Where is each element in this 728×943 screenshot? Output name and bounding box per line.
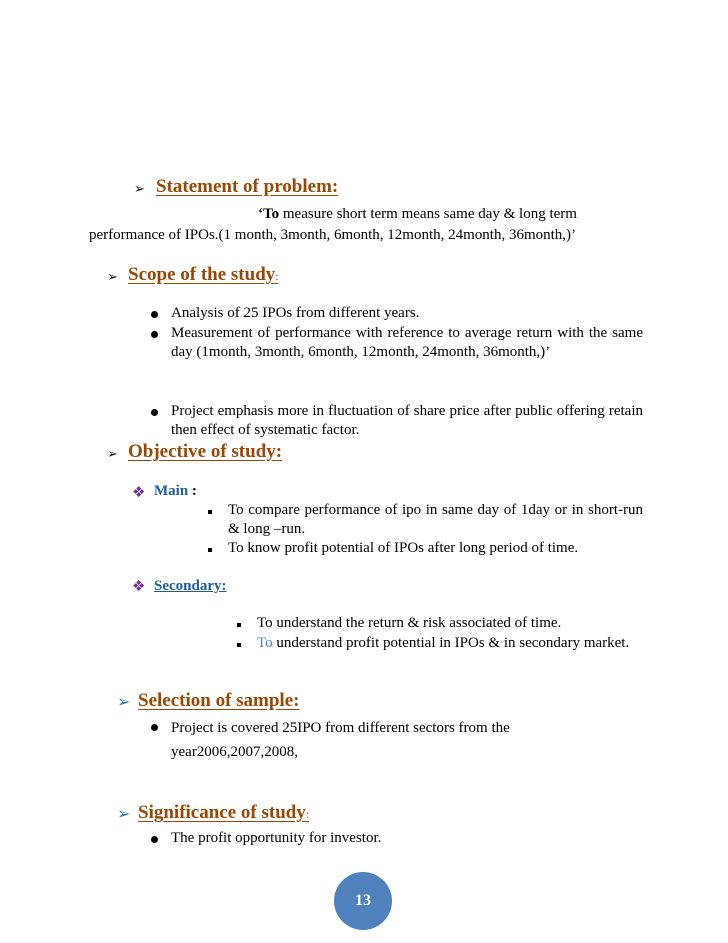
secondary-objective-item: To understand the return & risk associated of time. — [257, 615, 562, 631]
main-objective-item: To know profit potential of IPOs after long period of time. — [228, 540, 579, 556]
square-bullet-icon — [237, 623, 241, 627]
significance-item: The profit opportunity for investor. — [171, 830, 382, 846]
diamond-bullet-icon: ❖ — [132, 577, 146, 595]
statement-line-1: ‘To measure short term means same day & long term — [258, 206, 577, 222]
statement-line-2: performance of IPOs.(1 month, 3month, 6month, 12month, 24month, 36month,)’ — [89, 227, 577, 243]
bullet-dot-icon — [151, 724, 158, 731]
main-objective-item: To compare performance of ipo in same day of 1day or in short-run & long –run. — [228, 502, 643, 537]
arrow-bullet-icon: ➢ — [117, 804, 131, 823]
scope-item: Project emphasis more in fluctuation of share price after public offering retain then effect of systematic factor. — [171, 403, 643, 438]
main-label: Main : — [154, 483, 197, 499]
statement-heading: Statement of problem: — [156, 176, 339, 197]
selection-item: Project is covered 25IPO from different sectors from the year2006,2007,2008, — [171, 720, 510, 760]
significance-heading: Significance of study: — [138, 802, 310, 823]
scope-heading: Scope of the study: — [128, 264, 279, 285]
secondary-label: Secondary: — [154, 578, 227, 594]
selection-heading: Selection of sample: — [138, 690, 300, 711]
objective-heading: Objective of study: — [128, 441, 283, 462]
page-number-badge — [334, 872, 392, 930]
arrow-bullet-icon: ➢ — [107, 270, 118, 285]
square-bullet-icon — [208, 548, 212, 552]
arrow-bullet-icon: ➢ — [134, 182, 145, 197]
secondary-objective-item: To understand profit potential in IPOs & in secondary market. — [257, 635, 630, 651]
bullet-dot-icon — [151, 836, 158, 843]
square-bullet-icon — [208, 510, 212, 514]
bullet-dot-icon — [151, 311, 158, 318]
bullet-dot-icon — [151, 409, 158, 416]
diamond-bullet-icon: ❖ — [132, 483, 146, 501]
arrow-bullet-icon: ➢ — [117, 692, 131, 711]
page-number: 13 — [355, 892, 371, 909]
scope-item: Analysis of 25 IPOs from different years. — [171, 305, 420, 321]
bullet-dot-icon — [151, 331, 158, 338]
scope-item: Measurement of performance with reference to average return with the same day (1month, 3month, 6month, 12month, 24month, 36month,)’ — [171, 325, 643, 360]
arrow-bullet-icon: ➢ — [107, 447, 118, 462]
square-bullet-icon — [237, 643, 241, 647]
